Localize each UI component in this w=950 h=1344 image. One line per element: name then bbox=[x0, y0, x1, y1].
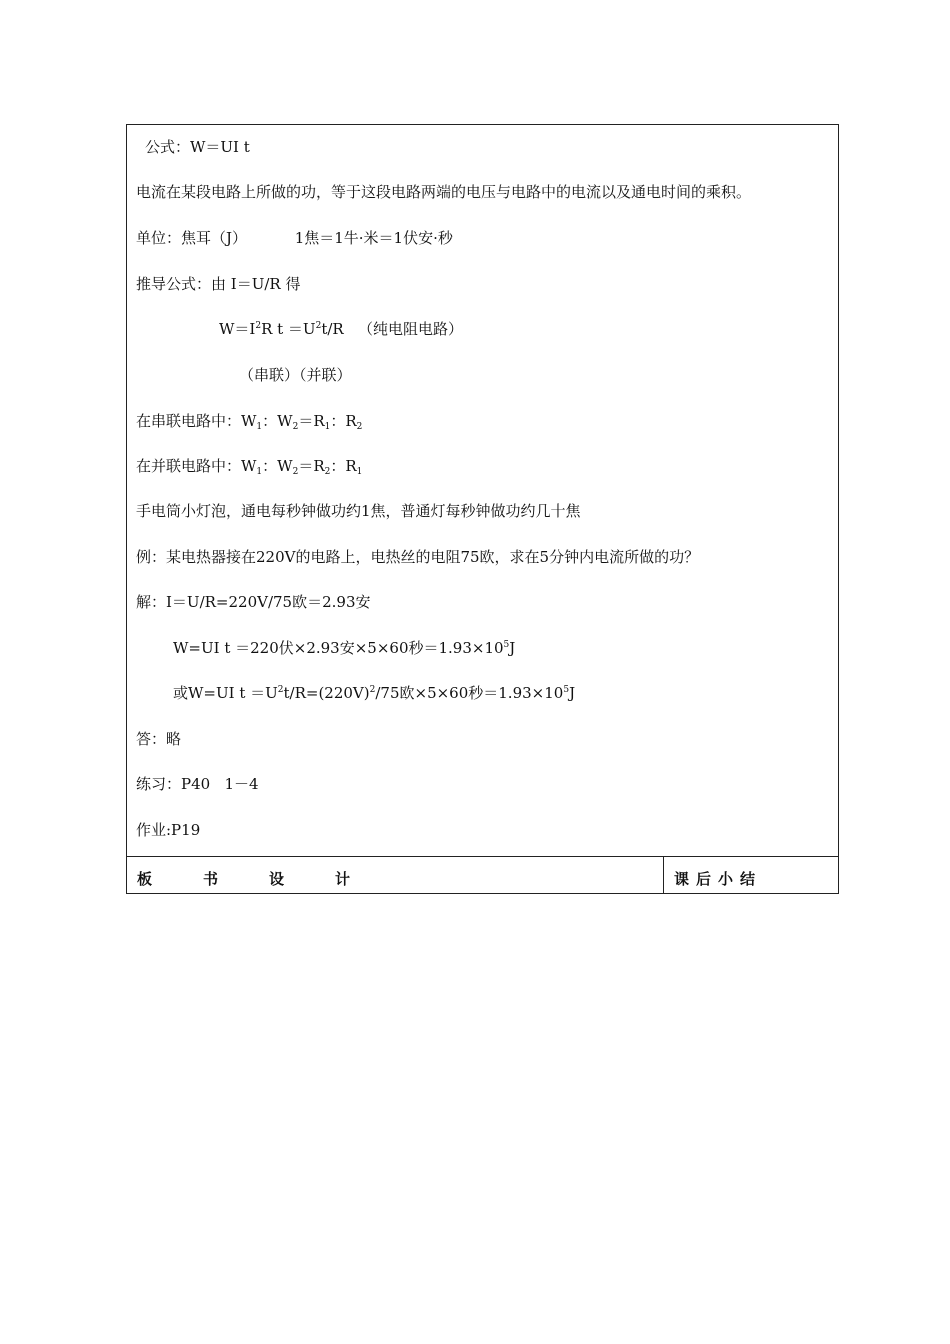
work-calc-line-2 bbox=[173, 683, 575, 703]
series-mid-3: ：R bbox=[330, 412, 357, 430]
work2-part-c: /75欧×5×60秒＝1.93×10 bbox=[375, 684, 564, 702]
summary-char-2: 后 bbox=[696, 870, 712, 888]
work1-part-a: W=UI t ＝220伏×2.93安×5×60秒＝1.93×10 bbox=[173, 639, 504, 657]
parallel-mid-3: ：R bbox=[330, 457, 357, 475]
board-design-label bbox=[137, 868, 401, 889]
series-sub-4: 2 bbox=[356, 422, 363, 432]
summary-char-4: 结 bbox=[740, 870, 756, 888]
summary-char-3: 小 bbox=[718, 870, 734, 888]
practice-line: 练习：P40 1－4 bbox=[136, 775, 259, 793]
answer-line: 答：略 bbox=[136, 730, 182, 748]
parallel-sub-4: 1 bbox=[356, 467, 363, 477]
board-char-2: 书 bbox=[203, 870, 219, 888]
formula-line: 公式：W＝UI t bbox=[145, 138, 250, 156]
parallel-sub-3: 2 bbox=[324, 467, 331, 477]
homework-line: 作业:P19 bbox=[136, 821, 201, 839]
series-ratio-line bbox=[136, 411, 362, 431]
board-char-4: 计 bbox=[335, 870, 351, 888]
series-sub-2: 2 bbox=[292, 422, 299, 432]
board-design-cell bbox=[127, 856, 664, 893]
work2-part-b: t/R=(220V) bbox=[283, 684, 370, 702]
work2-sup-1: 2 bbox=[277, 685, 284, 695]
summary-cell bbox=[664, 856, 838, 893]
lesson-table bbox=[126, 124, 839, 894]
definition-line: 电流在某段电路上所做的功，等于这段电路两端的电压与电路中的电流以及通电时间的乘积。 bbox=[136, 183, 752, 201]
work1-sup: 5 bbox=[503, 640, 510, 650]
work-calc-line-1 bbox=[173, 638, 515, 658]
solution-line: 解：I＝U/R=220V/75欧＝2.93安 bbox=[136, 593, 371, 611]
derived-part-a: W＝I bbox=[219, 320, 256, 338]
series-mid-1: ：W bbox=[262, 412, 293, 430]
board-char-1: 板 bbox=[137, 870, 153, 888]
summary-char-1: 课 bbox=[674, 870, 690, 888]
parallel-sub-2: 2 bbox=[292, 467, 299, 477]
series-prefix: 在串联电路中：W bbox=[136, 412, 257, 430]
series-sub-1: 1 bbox=[256, 422, 263, 432]
work2-sup-2: 2 bbox=[369, 685, 376, 695]
flashlight-line: 手电筒小灯泡，通电每秒钟做功约1焦，普通灯每秒钟做功约几十焦 bbox=[136, 502, 581, 520]
derivation-intro-line: 推导公式：由 I＝U/R 得 bbox=[136, 275, 301, 293]
work2-part-a: 或W=UI t ＝U bbox=[173, 684, 278, 702]
series-sub-3: 1 bbox=[324, 422, 331, 432]
example-line: 例：某电热器接在220V的电路上，电热丝的电阻75欧，求在5分钟内电流所做的功？ bbox=[136, 548, 700, 566]
parallel-ratio-line bbox=[136, 456, 362, 476]
work1-part-b: J bbox=[509, 639, 516, 657]
lesson-content-cell bbox=[127, 125, 838, 857]
derived-part-c: t/R （纯电阻电路） bbox=[321, 320, 463, 338]
derived-sup-1: 2 bbox=[255, 321, 262, 331]
derived-formula-line bbox=[219, 319, 463, 339]
work2-sup-3: 5 bbox=[563, 685, 570, 695]
series-mid-2: ＝R bbox=[298, 412, 325, 430]
derived-part-b: R t ＝U bbox=[261, 320, 316, 338]
parallel-mid-2: ＝R bbox=[298, 457, 325, 475]
derived-sup-2: 2 bbox=[315, 321, 322, 331]
parallel-sub-1: 1 bbox=[256, 467, 263, 477]
unit-line: 单位：焦耳（J） 1焦＝1牛·米＝1伏安·秒 bbox=[136, 229, 453, 247]
parallel-mid-1: ：W bbox=[262, 457, 293, 475]
series-parallel-line: （串联）（并联） bbox=[239, 366, 352, 384]
work2-part-d: J bbox=[569, 684, 576, 702]
summary-label bbox=[674, 868, 762, 889]
parallel-prefix: 在并联电路中：W bbox=[136, 457, 257, 475]
footer-row bbox=[127, 856, 838, 893]
board-char-3: 设 bbox=[269, 870, 285, 888]
